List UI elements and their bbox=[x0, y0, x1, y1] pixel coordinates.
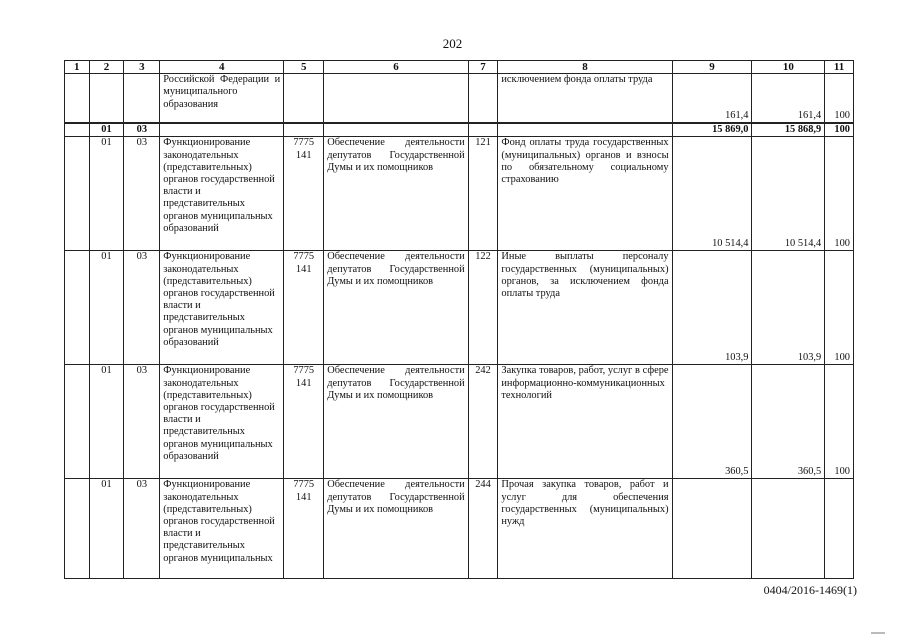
cell-expense-type: Фонд оплаты труда государственных (муниципальных) органов и взносы по обязательному социальному страхованию bbox=[498, 137, 672, 251]
cell-target-article: 7775 141 bbox=[284, 365, 324, 479]
cell-percent: 100 bbox=[825, 137, 854, 251]
cell-subsection: 03 bbox=[124, 479, 160, 579]
table-row bbox=[65, 251, 854, 365]
cell-plan: 161,4 bbox=[672, 74, 752, 123]
cell-expense-code: 121 bbox=[468, 137, 498, 251]
cell-percent: 100 bbox=[825, 124, 854, 137]
document-code: 0404/2016-1469(1) bbox=[763, 583, 857, 597]
continuation-row bbox=[65, 74, 854, 123]
cell-actual: 161,4 bbox=[752, 74, 825, 123]
cell-percent bbox=[825, 479, 854, 579]
cell-actual: 15 868,9 bbox=[752, 124, 825, 137]
cell-expense-type: исключением фонда оплаты труда bbox=[498, 74, 672, 123]
cell-article-name: Обеспечение деятельности депутатов Государственной Думы и их помощников bbox=[324, 365, 468, 479]
cell-section-name: Функционирование законодательных (представительных) органов государственной власти и представительных органов муниципальных образований bbox=[160, 251, 284, 365]
cell-target-article: 7775 141 bbox=[284, 137, 324, 251]
cell-subsection: 03 bbox=[124, 124, 160, 137]
page-number: 202 bbox=[442, 36, 463, 51]
cell-plan: 15 869,0 bbox=[672, 124, 752, 137]
cell-section-name: Функционирование законодательных (представительных) органов государственной власти и представительных органов муниципальных образований bbox=[160, 365, 284, 479]
cell-subsection: 03 bbox=[124, 137, 160, 251]
header-cell: 5 bbox=[284, 61, 324, 74]
header-cell: 8 bbox=[498, 61, 672, 74]
cell-article-name: Обеспечение деятельности депутатов Государственной Думы и их помощников bbox=[324, 479, 468, 579]
cell-section-name: Функционирование законодательных (представительных) органов государственной власти и представительных органов муниципальных bbox=[160, 479, 284, 579]
cell-plan: 103,9 bbox=[672, 251, 752, 365]
cell-article-name: Обеспечение деятельности депутатов Государственной Думы и их помощников bbox=[324, 251, 468, 365]
cell-percent: 100 bbox=[825, 365, 854, 479]
cell-actual: 10 514,4 bbox=[752, 137, 825, 251]
cell-section-name: Российской Федерации и муниципального образования bbox=[160, 74, 284, 123]
header-cell: 7 bbox=[468, 61, 498, 74]
cell-section: 01 bbox=[89, 137, 124, 251]
table-row bbox=[65, 365, 854, 479]
table-row bbox=[65, 137, 854, 251]
cell-subsection: 03 bbox=[124, 365, 160, 479]
cell-article-name: Обеспечение деятельности депутатов Государственной Думы и их помощников bbox=[324, 137, 468, 251]
cell-actual: 360,5 bbox=[752, 365, 825, 479]
cell-actual: 103,9 bbox=[752, 251, 825, 365]
cell-plan bbox=[672, 479, 752, 579]
cell-section: 01 bbox=[89, 251, 124, 365]
cell-expense-code: 242 bbox=[468, 365, 498, 479]
cell-subsection: 03 bbox=[124, 251, 160, 365]
cell-percent: 100 bbox=[825, 251, 854, 365]
cell-expense-code: 122 bbox=[468, 251, 498, 365]
cell-expense-code: 244 bbox=[468, 479, 498, 579]
budget-table bbox=[64, 60, 854, 579]
header-cell: 2 bbox=[89, 61, 124, 74]
scan-edge-mark bbox=[871, 632, 885, 634]
cell-plan: 360,5 bbox=[672, 365, 752, 479]
summary-row bbox=[65, 124, 854, 137]
cell-expense-type: Иные выплаты персоналу государственных (муниципальных) органов, за исключением фонда оплаты труда bbox=[498, 251, 672, 365]
cell-expense-type: Закупка товаров, работ, услуг в сфере информационно-коммуникационных технологий bbox=[498, 365, 672, 479]
header-cell: 3 bbox=[124, 61, 160, 74]
cell-section-name: Функционирование законодательных (представительных) органов государственной власти и представительных органов муниципальных образований bbox=[160, 137, 284, 251]
cell-target-article: 7775 141 bbox=[284, 479, 324, 579]
cell-section: 01 bbox=[89, 479, 124, 579]
cell-target-article: 7775 141 bbox=[284, 251, 324, 365]
cell-actual bbox=[752, 479, 825, 579]
header-cell: 4 bbox=[160, 61, 284, 74]
cell-percent: 100 bbox=[825, 74, 854, 123]
header-cell: 6 bbox=[324, 61, 468, 74]
table-row bbox=[65, 479, 854, 579]
header-cell: 1 bbox=[65, 61, 90, 74]
header-cell: 9 bbox=[672, 61, 752, 74]
header-cell: 11 bbox=[825, 61, 854, 74]
cell-plan: 10 514,4 bbox=[672, 137, 752, 251]
cell-expense-type: Прочая закупка товаров, работ и услуг для обеспечения государственных (муниципальных) нужд bbox=[498, 479, 672, 579]
cell-section: 01 bbox=[89, 124, 124, 137]
header-row bbox=[65, 61, 854, 74]
cell-section: 01 bbox=[89, 365, 124, 479]
header-cell: 10 bbox=[752, 61, 825, 74]
